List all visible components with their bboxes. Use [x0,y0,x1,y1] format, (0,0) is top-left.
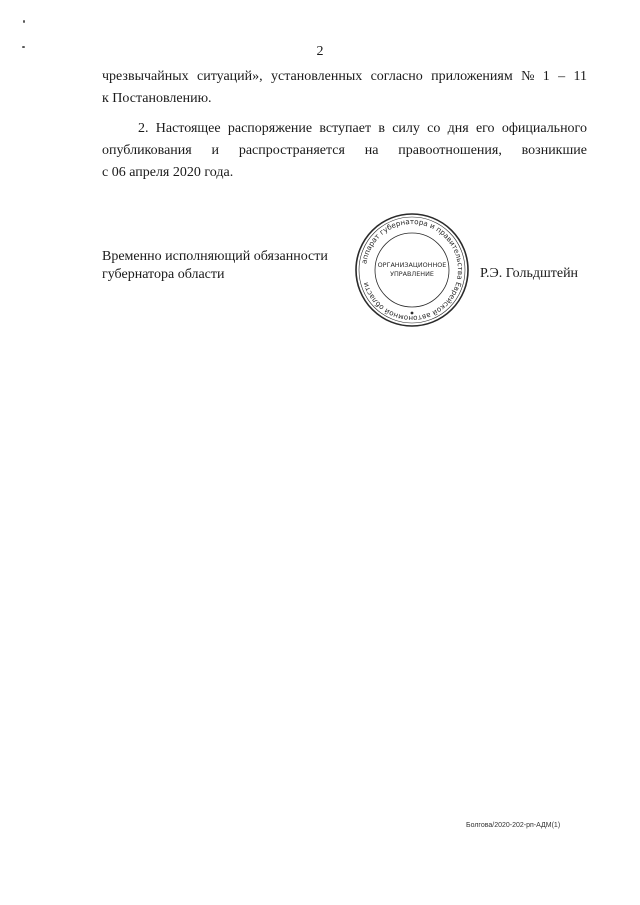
word: распоряжение [227,121,313,136]
seal-center-line-1: ОРГАНИЗАЦИОННОЕ [377,261,447,269]
document-code: Болгова/2020-202-рп-АДМ(1) [466,822,561,829]
word: согласно [370,69,423,84]
signature-title-line-2: губернатора области [102,267,225,282]
official-seal [352,210,472,330]
word: вступает [319,121,372,136]
paragraph-2-line-3: с 06 апреля 2020 года. [102,165,234,180]
word: 2. [138,121,149,136]
word: его [475,121,495,136]
signature-title-line-1: Временно исполняющий обязанности [102,249,328,264]
paragraph-1 [102,66,587,110]
word: на [364,143,379,158]
word: со [427,121,441,136]
scan-speck [23,20,25,23]
signatory-name: Р.Э. Гольдштейн [480,266,579,281]
signature-title [102,248,328,284]
word: № [521,69,535,84]
word: и [211,143,220,158]
word: распространяется [238,143,345,158]
word: официального [501,121,587,136]
paragraph-2-line-2 [102,140,587,162]
word: приложениям [431,69,513,84]
word: силу [392,121,420,136]
paragraph-2 [102,118,587,184]
word: возникшие [521,143,587,158]
paragraph-1-line-2: к Постановлению. [102,91,212,106]
seal-center-line-2: УПРАВЛЕНИЕ [390,270,434,278]
paragraph-2-line-1 [102,118,587,140]
paragraph-1-line-1 [102,66,587,88]
word: – [558,69,566,84]
page-number: 2 [316,44,324,59]
word: Настоящее [155,121,221,136]
scan-speck [22,46,25,48]
word: опубликования [102,143,192,158]
word: ситуаций», [196,69,263,84]
word: 1 [542,69,550,84]
word: чрезвычайных [102,69,189,84]
seal-ring-text: аппарат губернатора и правительства Еврейской автономной области [359,216,466,324]
word: в [378,121,385,136]
seal-dot [411,312,414,315]
word: дня [447,121,469,136]
word: установленных [271,69,363,84]
word: 11 [573,69,587,84]
word: правоотношения, [398,143,502,158]
